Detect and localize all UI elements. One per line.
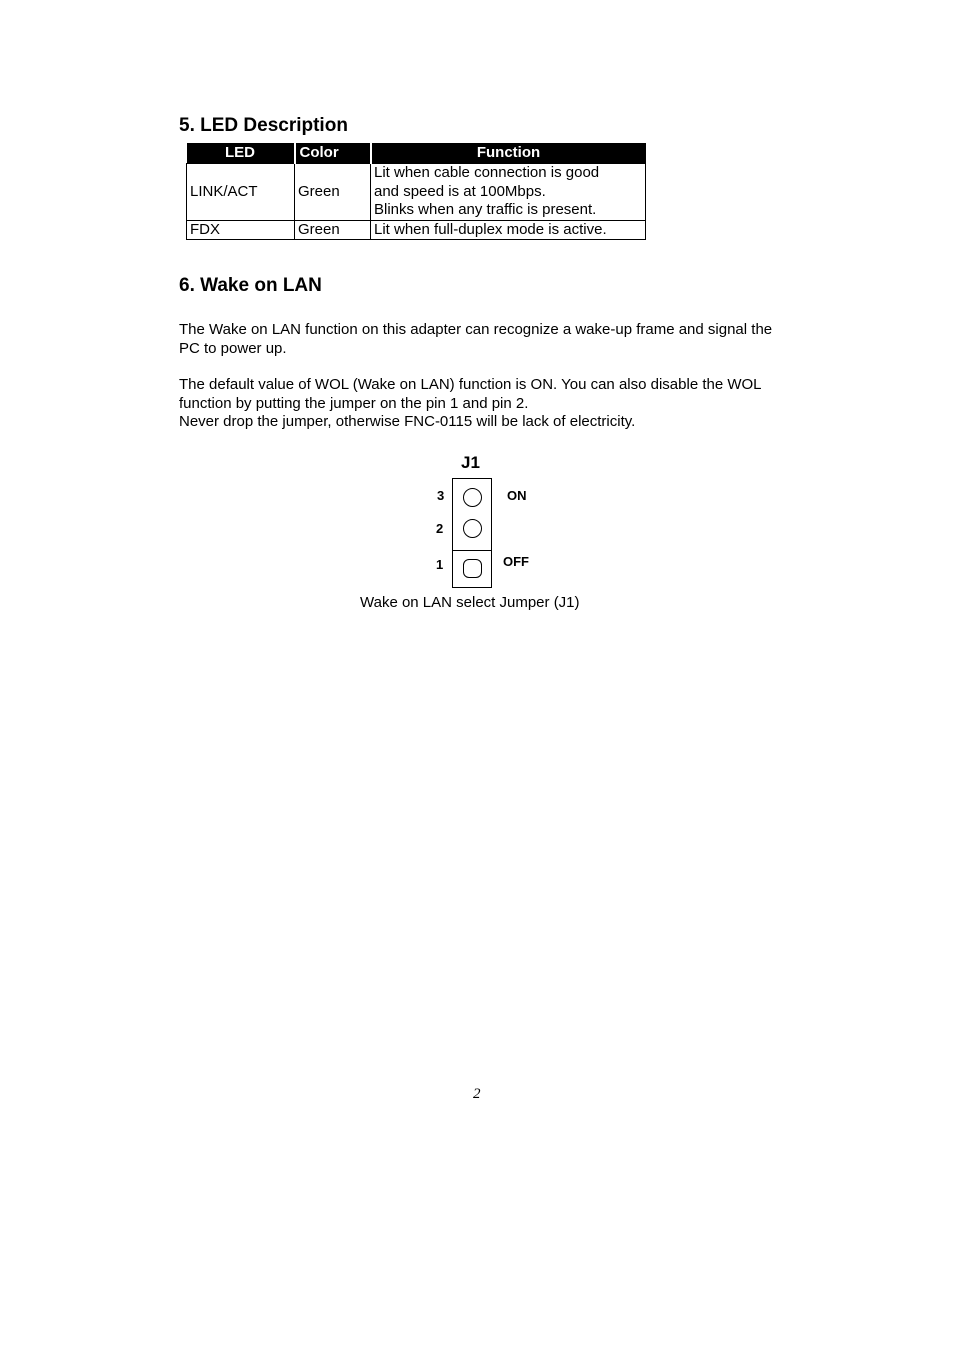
on-label: ON	[507, 488, 527, 503]
jumper-divider	[453, 550, 491, 551]
pin-3-icon	[463, 488, 482, 507]
column-header-led: LED	[187, 143, 295, 164]
section-heading-led: 5. LED Description	[179, 115, 348, 136]
pin-2-icon	[463, 519, 482, 538]
pin-1-icon	[463, 559, 482, 578]
cell-led: FDX	[187, 220, 295, 240]
function-line: Lit when cable connection is good	[374, 164, 600, 181]
cell-function	[371, 220, 646, 240]
cell-color: Green	[295, 220, 371, 240]
pin-number-2: 2	[436, 521, 444, 536]
function-line: Lit when full-duplex mode is active.	[374, 220, 607, 238]
column-header-function: Function	[371, 143, 646, 164]
cell-color: Green	[295, 164, 371, 221]
section-heading-wol: 6. Wake on LAN	[179, 275, 322, 296]
jumper-block	[452, 478, 492, 588]
paragraph: The default value of WOL (Wake on LAN) function is ON. You can also disable the WOL function by putting the jumper on the pin 1 and pin 2.	[179, 376, 761, 412]
jumper-caption: Wake on LAN select Jumper (J1)	[360, 594, 580, 611]
cell-function	[371, 164, 646, 221]
column-header-color: Color	[295, 143, 371, 164]
paragraph: Never drop the jumper, otherwise FNC-0115 will be lack of electricity.	[179, 413, 636, 430]
off-label: OFF	[503, 554, 529, 569]
table-header-row	[187, 143, 646, 164]
led-table	[186, 143, 646, 240]
function-line: and speed is at 100Mbps.	[374, 182, 546, 200]
pin-number-1: 1	[436, 557, 444, 572]
page-number: 2	[473, 1086, 481, 1102]
table-row	[187, 164, 646, 221]
cell-led: LINK/ACT	[187, 164, 295, 221]
jumper-title: J1	[461, 453, 480, 472]
table-row	[187, 220, 646, 240]
pin-number-3: 3	[437, 488, 445, 503]
function-line: Blinks when any traffic is present.	[374, 201, 597, 218]
paragraph: The Wake on LAN function on this adapter can recognize a wake-up frame and signal the PC to power up.	[179, 321, 773, 357]
